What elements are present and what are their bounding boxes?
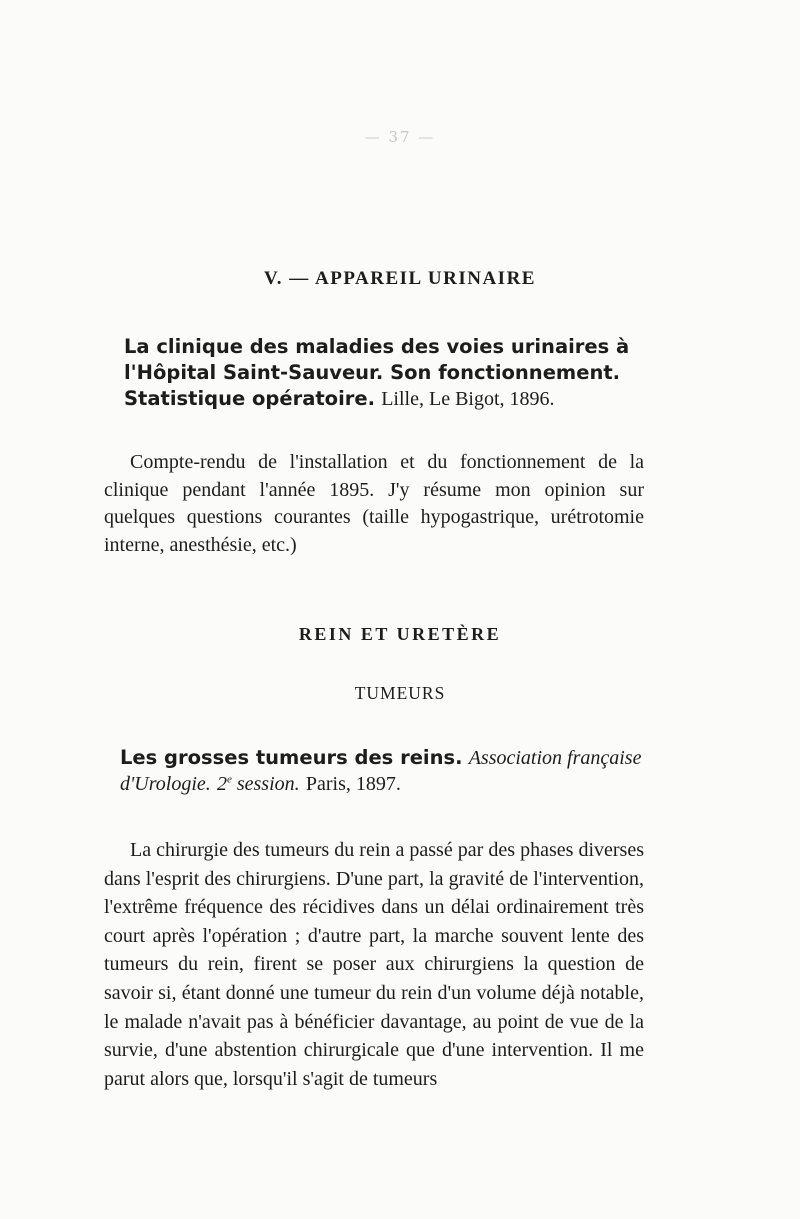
- entry-2-summary: La chirurgie des tumeurs du rein a passé par des phases diverses dans l'esprit des chirurgiens. D'une part, la gravité de l'intervention, l'extrême fréquence des récidives dans un délai ordinairement très court après l'opération ; d'autre part, la marche souvent lente des tumeurs du rein, firent se poser aux chirurgiens la question de savoir si, étant donné une tumeur du rein d'un volume déjà notable, le malade n'avait pas à bénéficier davantage, au point de vue de la survie, d'une abstention chirurgicale que d'une intervention. Il me parut alors que, lorsqu'il s'agit de tumeurs: [104, 839, 644, 1090]
- entry-2-session-label: session.: [236, 773, 300, 795]
- entry-2-session-number: 2: [216, 773, 227, 795]
- bibliography-entry-1: [102, 334, 672, 412]
- entry-2-title: Les grosses tumeurs des reins.: [120, 746, 463, 769]
- entry-1-publication: Lille, Le Bigot, 1896.: [381, 388, 555, 410]
- page-number: — 37 —: [364, 128, 436, 146]
- entry-2-place-year: Paris, 1897.: [305, 773, 401, 795]
- subheading: TUMEURS: [354, 683, 446, 703]
- entry-2-session: [217, 773, 300, 795]
- subsection-heading: REIN ET URETÈRE: [298, 624, 502, 644]
- section-heading: V. — APPAREIL URINAIRE: [264, 268, 536, 289]
- entry-2-session-suffix: e: [226, 773, 232, 786]
- entry-2-journal: Association française d'Urologie.: [120, 747, 642, 795]
- entry-1-title: La clinique des maladies des voies urinaires à l'Hôpital Saint-Sauveur. Son fonctionnement. Statistique opératoire.: [124, 335, 630, 410]
- bibliography-entry-2: [102, 745, 668, 797]
- entry-1-summary: Compte-rendu de l'installation et du fonctionnement de la clinique pendant l'année 1895. J'y résume mon opinion sur quelques questions courantes (taille hypogastrique, urétrotomie interne, anesthésie, etc.): [104, 451, 644, 556]
